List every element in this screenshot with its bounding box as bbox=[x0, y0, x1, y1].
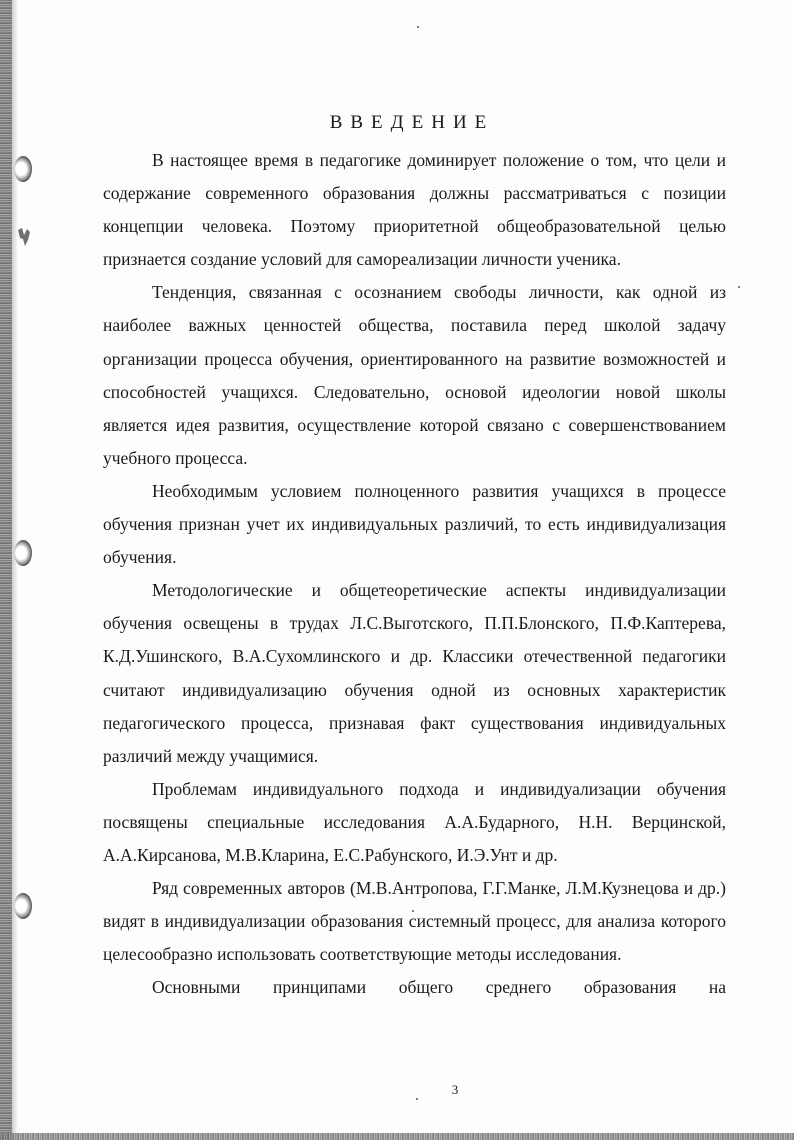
paragraph: Тенденция, связанная с осознанием свободы личности, как одной из наиболее важных ценностей общества, поставила перед школой задачу организации процесса обучения, ориентированного на развитие возможностей и способностей учащихся. Следовательно, основой идеологии новой школы является идея развития, осуществление которой связано с совершенствованием учебного процесса. bbox=[103, 282, 726, 468]
punch-hole-icon bbox=[14, 893, 32, 919]
page-number: 3 bbox=[451, 1082, 459, 1097]
scan-speck bbox=[417, 26, 419, 28]
paragraph: Ряд современных авторов (М.В.Антропова, Г.Г.Манке, Л.М.Кузнецова и др.) видят в индивидуализации образования системный процесс, для анализа которого целесообразно использовать соответствующие методы исследования. bbox=[103, 878, 726, 965]
punch-hole-icon bbox=[14, 156, 32, 182]
punch-hole-icon bbox=[14, 540, 32, 566]
scan-binding-edge bbox=[0, 0, 12, 1140]
document-body bbox=[103, 144, 726, 1004]
page-title: ВВЕДЕНИЕ bbox=[329, 112, 495, 133]
scan-speck bbox=[738, 286, 740, 288]
scan-bottom-edge bbox=[0, 1133, 794, 1140]
paragraph: Методологические и общетеоретические аспекты индивидуализации обучения освещены в трудах Л.С.Выготского, П.П.Блонского, П.Ф.Каптерева, К.Д.Ушинского, В.А.Сухомлинского и др. Классики отечественной педагогики считают индивидуализацию обучения одной из основных характеристик педагогического процесса, признавая факт существования индивидуальных различий между учащимися. bbox=[103, 580, 726, 766]
ink-smudge-icon bbox=[16, 226, 36, 248]
paragraph: Необходимым условием полноценного развития учащихся в процессе обучения признан учет их индивидуальных различий, то есть индивидуализация обучения. bbox=[103, 480, 726, 568]
paragraph: В настоящее время в педагогике доминирует положение о том, что цели и содержание современного образования должны рассматриваться с позиции концепции человека. Поэтому приоритетной общеобразовательной целью признается создание условий для самореализации личности ученика. bbox=[103, 150, 726, 270]
scan-speck bbox=[416, 1098, 418, 1100]
paragraph: Проблемам индивидуального подхода и индивидуализации обучения посвящены специальные исследования А.А.Бударного, Н.Н. Верцинской, А.А.Кирсанова, М.В.Кларина, Е.С.Рабунского, И.Э.Унт и др. bbox=[103, 778, 726, 865]
paragraph: Основными принципами общего среднего образования на bbox=[152, 977, 726, 998]
